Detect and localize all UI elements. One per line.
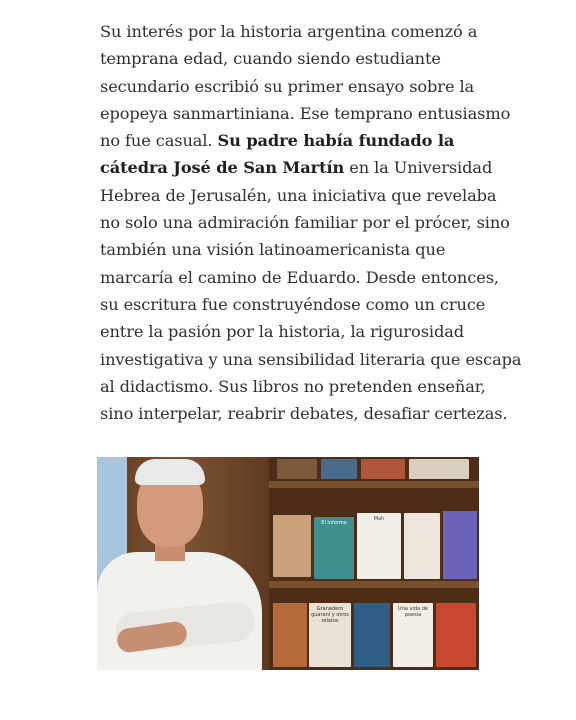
bold-text: Su padre había fundado la xyxy=(217,131,455,151)
paragraph-line: entre la pasión por la historia, la rigurosidad xyxy=(100,322,465,342)
book-title: Granadero guaraní y otros relatos xyxy=(311,606,349,624)
book-cover xyxy=(404,513,440,579)
paragraph-line: también una visión latinoamericanista que xyxy=(100,240,446,260)
book-cover xyxy=(436,603,476,667)
book-cover xyxy=(273,515,311,577)
book-cover xyxy=(314,517,354,579)
paragraph-line: Su interés por la historia argentina comenzó a xyxy=(100,22,478,41)
book-cover xyxy=(443,511,477,579)
book-title: Una vida de poesía xyxy=(398,606,428,618)
article-body xyxy=(100,18,522,427)
paragraph-line xyxy=(100,154,500,181)
book-cover xyxy=(277,459,317,479)
line-text: en la Universidad xyxy=(344,158,493,178)
line-text: no fue casual. xyxy=(100,131,218,151)
paragraph-line: al didactismo. Sus libros no pretenden enseñar, xyxy=(100,376,486,396)
paragraph-line: secundario escribió su primer ensayo sobre la xyxy=(100,76,475,96)
paragraph-line: marcaría el camino de Eduardo. Desde entonces, xyxy=(100,267,499,287)
paragraph-line: temprana edad, cuando siendo estudiante xyxy=(100,49,441,69)
paragraph-line: investigativa y una sensibilidad literaria que escapa xyxy=(100,349,522,369)
book-cover xyxy=(309,603,351,667)
paragraph-line: Hebrea de Jerusalén, una iniciativa que revelaba xyxy=(100,185,497,205)
shelf-board xyxy=(269,581,479,588)
book-cover xyxy=(393,603,433,667)
bold-text: cátedra José de San Martín xyxy=(100,158,345,178)
paragraph-line: sino interpelar, reabrir debates, desafiar certezas. xyxy=(100,404,508,424)
book-cover xyxy=(357,513,401,579)
paragraph-line: su escritura fue construyéndose como un cruce xyxy=(100,294,486,314)
paragraph-line: no solo una admiración familiar por el prócer, sino xyxy=(100,213,510,233)
person-hair xyxy=(135,459,205,485)
paragraph-line: epopeya sanmartiniana. Ese temprano entusiasmo xyxy=(100,103,511,123)
paragraph-line xyxy=(100,127,500,154)
book-cover xyxy=(409,459,469,479)
book-cover xyxy=(321,459,357,479)
book-cover xyxy=(273,603,307,667)
book-title: Mah xyxy=(373,516,385,522)
book-cover xyxy=(361,459,405,479)
author-photo xyxy=(97,457,479,670)
shelf-board xyxy=(269,481,479,488)
book-title: El informe xyxy=(321,520,347,526)
book-cover xyxy=(354,603,390,667)
